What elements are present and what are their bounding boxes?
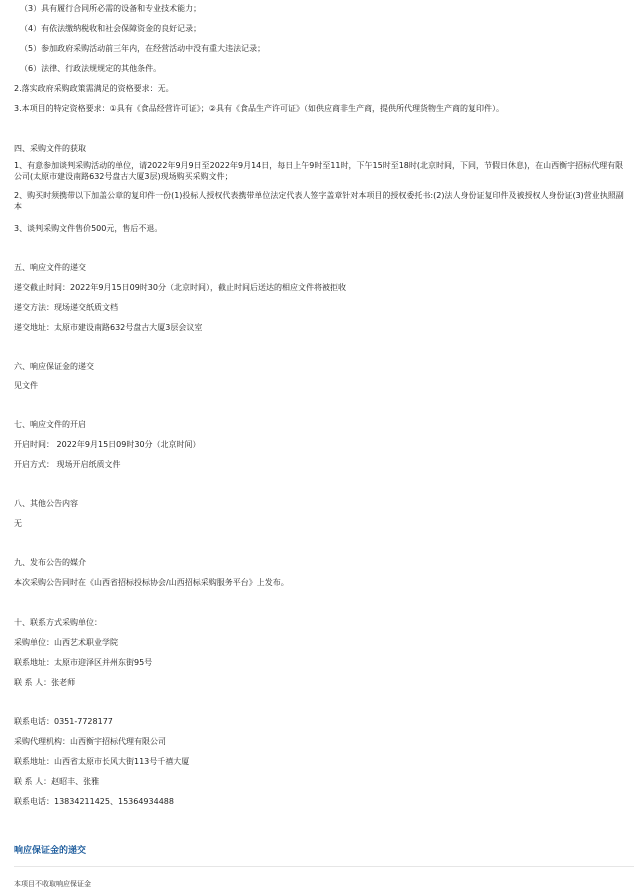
section-4-paragraph-2: 2、购买时须携带以下加盖公章的复印件一份(1)投标人授权代表携带单位法定代表人签字盖章针对本项目的授权委托书:(2)法人身份证复印件及被授权人身份证(3)营业执照副本 — [14, 191, 624, 211]
submission-method: 递交方法：现场递交纸质文档 — [14, 303, 118, 312]
section-9-content: 本次采购公告同时在《山西省招标投标协会/山西招标采购服务平台》上发布。 — [14, 578, 289, 587]
section-4-paragraph-3: 3、谈判采购文件售价500元，售后不退。 — [14, 224, 163, 233]
section-10-title: 十、联系方式采购单位： — [14, 618, 102, 627]
buyer-name: 采购单位：山西艺术职业学院 — [14, 638, 118, 647]
agency-phone: 联系电话：13834211425、15364934488 — [14, 797, 174, 806]
section-9-title: 九、发布公告的媒介 — [14, 558, 86, 567]
section-4-title: 四、采购文件的获取 — [14, 144, 86, 153]
section-4-paragraph-1: 1、有意参加谈判采购活动的单位，请2022年9月9日至2022年9月14日，每日上午9时至11时，下午15时至18时(北京时间，下同，节假日休息)，在山西衡宇招标代理有限公司(太原市建设南路632号盘古大厦3层)现场购买采购文件； — [14, 161, 624, 181]
agency-contact: 联 系 人：赵昭丰、张雅 — [14, 777, 100, 786]
opening-method: 开启方式： 现场开启纸质文件 — [14, 460, 121, 469]
deposit-section-heading: 响应保证金的递交 — [14, 846, 87, 856]
section-8-content: 无 — [14, 519, 22, 528]
qualification-item-3: （3）具有履行合同所必需的设备和专业技术能力； — [20, 4, 202, 13]
buyer-address: 联系地址：太原市迎泽区并州东街95号 — [14, 658, 153, 667]
qualification-item-6: （6）法律、行政法规规定的其他条件。 — [20, 64, 162, 73]
submission-deadline: 递交截止时间：2022年9月15日09时30分（北京时间），截止时间后送达的相应文件将被拒收 — [14, 283, 346, 292]
deposit-note: 本项目不收取响应保证金 — [14, 880, 91, 888]
section-5-title: 五、响应文件的递交 — [14, 263, 86, 272]
section-6-content: 见文件 — [14, 381, 38, 390]
agency-name: 采购代理机构：山西衡宇招标代理有限公司 — [14, 737, 166, 746]
special-requirement: 3.本项目的特定资格要求：①具有《食品经营许可证》；②具有《食品生产许可证》（如供应商非生产商，提供所代理货物生产商的复印件）。 — [14, 104, 504, 113]
section-divider — [14, 866, 634, 867]
submission-address: 递交地址：太原市建设南路632号盘古大厦3层会议室 — [14, 323, 203, 332]
opening-time: 开启时间： 2022年9月15日09时30分（北京时间） — [14, 440, 201, 449]
section-8-title: 八、其他公告内容 — [14, 499, 78, 508]
agency-address: 联系地址：山西省太原市长风大街113号千禧大厦 — [14, 757, 190, 766]
qualification-item-4: （4）有依法缴纳税收和社会保障资金的良好记录； — [20, 24, 202, 33]
section-6-title: 六、响应保证金的递交 — [14, 362, 94, 371]
section-7-title: 七、响应文件的开启 — [14, 420, 86, 429]
buyer-phone: 联系电话：0351-7728177 — [14, 717, 113, 726]
policy-requirement: 2.落实政府采购政策需满足的资格要求：无。 — [14, 84, 174, 93]
qualification-item-5: （5）参加政府采购活动前三年内，在经营活动中没有重大违法记录； — [20, 44, 266, 53]
buyer-contact: 联 系 人：张老师 — [14, 678, 76, 687]
